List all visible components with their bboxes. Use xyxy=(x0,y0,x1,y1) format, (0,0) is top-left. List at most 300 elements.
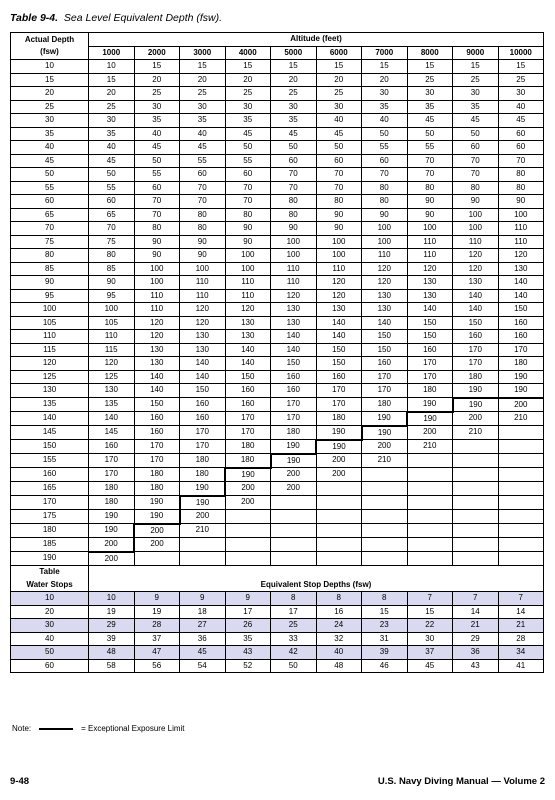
equivalent-depth-cell: 200 xyxy=(453,412,499,426)
actual-depth-cell: 45 xyxy=(11,154,89,168)
page-footer xyxy=(10,776,545,787)
equivalent-stop-cell: 14 xyxy=(453,605,499,619)
equivalent-depth-cell: 20 xyxy=(225,73,271,87)
equivalent-stop-cell: 48 xyxy=(89,646,135,660)
equivalent-depth-cell: 210 xyxy=(180,524,226,538)
equivalent-depth-cell: 20 xyxy=(89,87,135,101)
equivalent-depth-cell: 30 xyxy=(498,87,544,101)
equivalent-depth-cell xyxy=(407,454,453,468)
equivalent-depth-cell: 50 xyxy=(407,127,453,141)
equivalent-depth-cell: 40 xyxy=(180,127,226,141)
equivalent-stop-cell: 39 xyxy=(89,632,135,646)
equivalent-depth-cell: 50 xyxy=(453,127,499,141)
equivalent-depth-cell: 110 xyxy=(134,303,180,317)
equivalent-depth-cell: 70 xyxy=(453,168,499,182)
equivalent-depth-cell: 15 xyxy=(362,60,408,74)
actual-depth-cell: 145 xyxy=(11,426,89,440)
equivalent-depth-cell xyxy=(362,496,408,510)
equivalent-depth-cell: 70 xyxy=(89,222,135,236)
equivalent-depth-cell: 90 xyxy=(134,249,180,263)
equivalent-depth-cell: 120 xyxy=(89,357,135,371)
equivalent-depth-cell: 80 xyxy=(362,195,408,209)
equivalent-depth-cell: 140 xyxy=(498,289,544,303)
equivalent-stop-cell: 15 xyxy=(362,605,408,619)
equivalent-depth-cell: 210 xyxy=(407,440,453,454)
equivalent-depth-cell: 140 xyxy=(316,316,362,330)
equivalent-depth-cell: 70 xyxy=(407,168,453,182)
equivalent-depth-cell: 50 xyxy=(134,154,180,168)
actual-depth-cell: 70 xyxy=(11,222,89,236)
altitude-column-header: 7000 xyxy=(362,46,408,60)
equivalent-depth-cell: 180 xyxy=(134,482,180,496)
equivalent-depth-cell: 160 xyxy=(407,343,453,357)
equivalent-depth-cell: 150 xyxy=(362,343,408,357)
equivalent-depth-cell: 35 xyxy=(134,114,180,128)
equivalent-depth-cell: 130 xyxy=(180,330,226,344)
equivalent-depth-cell: 200 xyxy=(316,454,362,468)
equivalent-depth-cell: 130 xyxy=(225,330,271,344)
equivalent-depth-cell: 45 xyxy=(180,141,226,155)
equivalent-depth-cell: 20 xyxy=(180,73,226,87)
equivalent-stop-cell: 41 xyxy=(498,659,544,673)
equivalent-depth-cell: 90 xyxy=(407,208,453,222)
equivalent-depth-cell: 170 xyxy=(271,412,317,426)
actual-depth-cell: 185 xyxy=(11,538,89,552)
equivalent-depth-cell: 160 xyxy=(498,316,544,330)
equivalent-depth-cell: 140 xyxy=(134,370,180,384)
equivalent-depth-cell xyxy=(271,510,317,524)
equivalent-stop-cell: 46 xyxy=(362,659,408,673)
equivalent-depth-cell: 110 xyxy=(271,276,317,290)
equivalent-depth-cell: 170 xyxy=(407,370,453,384)
equivalent-depth-cell: 120 xyxy=(180,316,226,330)
manual-title: U.S. Navy Diving Manual — Volume 2 xyxy=(377,776,545,787)
equivalent-depth-cell: 190 xyxy=(225,468,271,482)
equivalent-depth-cell: 130 xyxy=(271,316,317,330)
sea-level-equivalent-depth-table xyxy=(10,32,544,673)
equivalent-depth-cell xyxy=(498,426,544,440)
equivalent-depth-cell: 210 xyxy=(362,454,408,468)
equivalent-depth-cell: 190 xyxy=(453,398,499,412)
equivalent-depth-cell: 70 xyxy=(498,154,544,168)
equivalent-stop-cell: 50 xyxy=(271,659,317,673)
equivalent-depth-cell: 100 xyxy=(89,303,135,317)
water-stop-cell: 30 xyxy=(11,619,89,633)
equivalent-depth-cell: 90 xyxy=(225,222,271,236)
equivalent-depth-cell: 60 xyxy=(453,141,499,155)
equivalent-depth-cell: 160 xyxy=(89,440,135,454)
equivalent-depth-cell: 200 xyxy=(498,398,544,412)
equivalent-depth-cell: 50 xyxy=(316,141,362,155)
note-label: Note: xyxy=(12,724,32,733)
equivalent-depth-cell: 50 xyxy=(89,168,135,182)
equivalent-depth-cell: 170 xyxy=(271,398,317,412)
equivalent-depth-cell xyxy=(362,510,408,524)
note-text: = Exceptional Exposure Limit xyxy=(81,724,185,733)
equivalent-stop-cell: 34 xyxy=(498,646,544,660)
equivalent-depth-cell: 70 xyxy=(180,195,226,209)
altitude-column-header: 2000 xyxy=(134,46,180,60)
equivalent-depth-cell: 110 xyxy=(225,276,271,290)
actual-depth-cell: 85 xyxy=(11,262,89,276)
equivalent-depth-cell: 100 xyxy=(453,208,499,222)
equivalent-depth-cell xyxy=(407,468,453,482)
equivalent-stop-cell: 8 xyxy=(316,592,362,606)
equivalent-stop-cell: 21 xyxy=(498,619,544,633)
equivalent-depth-cell: 160 xyxy=(453,330,499,344)
water-stop-cell: 60 xyxy=(11,659,89,673)
equivalent-depth-cell: 25 xyxy=(407,73,453,87)
actual-depth-cell: 90 xyxy=(11,276,89,290)
equivalent-depth-cell: 170 xyxy=(316,398,362,412)
equivalent-depth-cell: 145 xyxy=(89,426,135,440)
equivalent-depth-cell: 40 xyxy=(134,127,180,141)
equivalent-depth-cell: 10 xyxy=(89,60,135,74)
water-stop-cell: 40 xyxy=(11,632,89,646)
equivalent-depth-cell: 200 xyxy=(89,538,135,552)
equivalent-depth-cell xyxy=(498,496,544,510)
equivalent-depth-cell: 80 xyxy=(362,181,408,195)
equivalent-depth-cell: 70 xyxy=(225,195,271,209)
equivalent-depth-cell: 90 xyxy=(316,222,362,236)
equivalent-depth-cell: 70 xyxy=(316,168,362,182)
equivalent-stop-depths-header: Equivalent Stop Depths (fsw) xyxy=(89,566,544,592)
equivalent-depth-cell: 120 xyxy=(362,262,408,276)
equivalent-depth-cell xyxy=(498,440,544,454)
equivalent-stop-cell: 40 xyxy=(316,646,362,660)
equivalent-stop-cell: 16 xyxy=(316,605,362,619)
equivalent-depth-cell xyxy=(498,524,544,538)
equivalent-depth-cell: 180 xyxy=(89,482,135,496)
equivalent-depth-cell xyxy=(362,524,408,538)
equivalent-depth-cell: 170 xyxy=(180,440,226,454)
equivalent-depth-cell xyxy=(498,482,544,496)
actual-depth-cell: 35 xyxy=(11,127,89,141)
equivalent-depth-cell: 140 xyxy=(498,276,544,290)
equivalent-depth-cell: 80 xyxy=(498,181,544,195)
water-stop-cell: 50 xyxy=(11,646,89,660)
equivalent-stop-cell: 45 xyxy=(407,659,453,673)
equivalent-depth-cell: 140 xyxy=(134,384,180,398)
equivalent-depth-cell: 60 xyxy=(225,168,271,182)
equivalent-depth-cell: 55 xyxy=(225,154,271,168)
equivalent-depth-cell xyxy=(316,510,362,524)
equivalent-depth-cell: 150 xyxy=(498,303,544,317)
equivalent-depth-cell: 180 xyxy=(498,357,544,371)
actual-depth-header-label: Actual Depth xyxy=(24,34,75,44)
equivalent-depth-cell xyxy=(271,538,317,552)
equivalent-depth-cell xyxy=(407,552,453,566)
equivalent-depth-cell: 45 xyxy=(316,127,362,141)
equivalent-depth-cell: 200 xyxy=(407,426,453,440)
caption-title: Sea Level Equivalent Depth (fsw). xyxy=(63,12,223,24)
equivalent-depth-cell: 190 xyxy=(316,440,362,454)
equivalent-stop-cell: 45 xyxy=(180,646,226,660)
equivalent-stop-cell: 29 xyxy=(453,632,499,646)
water-stop-cell: 20 xyxy=(11,605,89,619)
equivalent-depth-cell: 80 xyxy=(225,208,271,222)
actual-depth-cell: 110 xyxy=(11,330,89,344)
equivalent-depth-cell: 20 xyxy=(362,73,408,87)
equivalent-depth-cell: 190 xyxy=(89,510,135,524)
equivalent-depth-cell: 60 xyxy=(89,195,135,209)
altitude-column-header: 1000 xyxy=(89,46,135,60)
actual-depth-header-unit: (fsw) xyxy=(40,47,59,56)
equivalent-depth-cell: 50 xyxy=(225,141,271,155)
equivalent-depth-cell: 70 xyxy=(453,154,499,168)
water-stops-header-line1: Table xyxy=(39,567,60,576)
equivalent-depth-cell: 30 xyxy=(316,100,362,114)
equivalent-depth-cell: 120 xyxy=(225,303,271,317)
equivalent-depth-cell xyxy=(453,482,499,496)
equivalent-depth-cell: 130 xyxy=(453,276,499,290)
equivalent-depth-cell: 150 xyxy=(362,330,408,344)
equivalent-stop-cell: 28 xyxy=(498,632,544,646)
equivalent-depth-cell: 180 xyxy=(316,412,362,426)
equivalent-depth-cell xyxy=(407,510,453,524)
equivalent-depth-cell xyxy=(316,524,362,538)
equivalent-depth-cell: 130 xyxy=(362,303,408,317)
equivalent-depth-cell xyxy=(271,552,317,566)
caption-label: Table 9-4. xyxy=(10,12,59,24)
equivalent-stop-cell: 31 xyxy=(362,632,408,646)
equivalent-depth-cell: 80 xyxy=(271,208,317,222)
equivalent-depth-cell: 190 xyxy=(180,482,226,496)
equivalent-depth-cell: 70 xyxy=(134,208,180,222)
equivalent-stop-cell: 19 xyxy=(89,605,135,619)
equivalent-depth-cell: 135 xyxy=(89,398,135,412)
equivalent-depth-cell: 150 xyxy=(453,316,499,330)
equivalent-depth-cell: 190 xyxy=(134,510,180,524)
equivalent-depth-cell: 100 xyxy=(316,249,362,263)
equivalent-depth-cell: 45 xyxy=(407,114,453,128)
actual-depth-cell: 115 xyxy=(11,343,89,357)
equivalent-depth-cell xyxy=(225,552,271,566)
equivalent-depth-cell: 45 xyxy=(225,127,271,141)
equivalent-depth-cell: 130 xyxy=(407,276,453,290)
equivalent-stop-cell: 8 xyxy=(362,592,408,606)
altitude-column-header: 8000 xyxy=(407,46,453,60)
equivalent-depth-cell: 180 xyxy=(134,468,180,482)
equivalent-depth-cell: 45 xyxy=(453,114,499,128)
actual-depth-cell: 165 xyxy=(11,482,89,496)
equivalent-depth-cell: 200 xyxy=(271,468,317,482)
equivalent-depth-cell: 30 xyxy=(180,100,226,114)
equivalent-depth-cell: 160 xyxy=(225,384,271,398)
equivalent-depth-cell: 55 xyxy=(362,141,408,155)
equivalent-depth-cell xyxy=(134,552,180,566)
equivalent-depth-cell xyxy=(453,538,499,552)
actual-depth-header xyxy=(11,33,89,60)
equivalent-depth-cell: 190 xyxy=(362,412,408,426)
equivalent-depth-cell: 200 xyxy=(180,510,226,524)
actual-depth-cell: 120 xyxy=(11,357,89,371)
equivalent-depth-cell: 60 xyxy=(498,127,544,141)
equivalent-depth-cell: 170 xyxy=(407,357,453,371)
equivalent-depth-cell: 90 xyxy=(225,235,271,249)
equivalent-depth-cell: 100 xyxy=(316,235,362,249)
equivalent-depth-cell: 70 xyxy=(271,168,317,182)
equivalent-depth-cell: 90 xyxy=(316,208,362,222)
equivalent-depth-cell: 50 xyxy=(271,141,317,155)
equivalent-depth-cell: 15 xyxy=(89,73,135,87)
equivalent-depth-cell: 170 xyxy=(498,343,544,357)
equivalent-depth-cell: 180 xyxy=(180,468,226,482)
equivalent-depth-cell: 40 xyxy=(89,141,135,155)
equivalent-depth-cell: 140 xyxy=(225,343,271,357)
equivalent-stop-cell: 36 xyxy=(453,646,499,660)
equivalent-stop-cell: 17 xyxy=(225,605,271,619)
actual-depth-cell: 140 xyxy=(11,412,89,426)
actual-depth-cell: 160 xyxy=(11,468,89,482)
equivalent-stop-cell: 39 xyxy=(362,646,408,660)
equivalent-depth-cell xyxy=(180,552,226,566)
equivalent-depth-cell: 35 xyxy=(225,114,271,128)
equivalent-depth-cell: 200 xyxy=(134,538,180,552)
equivalent-depth-cell: 100 xyxy=(271,235,317,249)
equivalent-depth-cell xyxy=(498,454,544,468)
equivalent-depth-cell: 160 xyxy=(316,370,362,384)
equivalent-depth-cell: 30 xyxy=(89,114,135,128)
equivalent-depth-cell: 190 xyxy=(498,370,544,384)
equivalent-depth-cell: 80 xyxy=(180,208,226,222)
equivalent-depth-cell xyxy=(498,510,544,524)
equivalent-depth-cell: 25 xyxy=(134,87,180,101)
equivalent-depth-cell: 30 xyxy=(225,100,271,114)
equivalent-depth-cell: 110 xyxy=(498,235,544,249)
equivalent-depth-cell: 140 xyxy=(407,303,453,317)
equivalent-depth-cell: 200 xyxy=(225,496,271,510)
equivalent-depth-cell: 130 xyxy=(134,343,180,357)
water-stops-header-line2: Water Stops xyxy=(26,579,73,589)
equivalent-depth-cell: 15 xyxy=(407,60,453,74)
equivalent-depth-cell: 25 xyxy=(225,87,271,101)
equivalent-depth-cell: 100 xyxy=(180,262,226,276)
equivalent-stop-cell: 21 xyxy=(453,619,499,633)
equivalent-depth-cell xyxy=(225,524,271,538)
equivalent-depth-cell: 55 xyxy=(407,141,453,155)
equivalent-depth-cell xyxy=(453,496,499,510)
equivalent-depth-cell: 35 xyxy=(271,114,317,128)
equivalent-depth-cell: 130 xyxy=(271,303,317,317)
equivalent-depth-cell: 40 xyxy=(316,114,362,128)
equivalent-depth-cell: 110 xyxy=(89,330,135,344)
equivalent-depth-cell: 90 xyxy=(271,222,317,236)
actual-depth-cell: 30 xyxy=(11,114,89,128)
actual-depth-cell: 25 xyxy=(11,100,89,114)
equivalent-depth-cell: 140 xyxy=(180,357,226,371)
actual-depth-cell: 150 xyxy=(11,440,89,454)
actual-depth-cell: 190 xyxy=(11,552,89,566)
equivalent-depth-cell: 140 xyxy=(271,330,317,344)
equivalent-depth-cell: 180 xyxy=(407,384,453,398)
equivalent-stop-cell: 56 xyxy=(134,659,180,673)
equivalent-stop-cell: 58 xyxy=(89,659,135,673)
equivalent-depth-cell: 190 xyxy=(453,384,499,398)
equivalent-depth-cell: 20 xyxy=(134,73,180,87)
equivalent-depth-cell: 180 xyxy=(225,454,271,468)
equivalent-depth-cell: 120 xyxy=(407,262,453,276)
equivalent-depth-cell: 150 xyxy=(180,384,226,398)
equivalent-depth-cell: 140 xyxy=(453,303,499,317)
equivalent-depth-cell: 200 xyxy=(362,440,408,454)
equivalent-stop-cell: 28 xyxy=(134,619,180,633)
equivalent-depth-cell: 120 xyxy=(498,249,544,263)
equivalent-depth-cell: 110 xyxy=(271,262,317,276)
equivalent-depth-cell: 60 xyxy=(362,154,408,168)
actual-depth-cell: 155 xyxy=(11,454,89,468)
equivalent-depth-cell xyxy=(362,482,408,496)
equivalent-depth-cell: 110 xyxy=(453,235,499,249)
equivalent-stop-cell: 7 xyxy=(453,592,499,606)
equivalent-depth-cell: 170 xyxy=(180,426,226,440)
equivalent-depth-cell: 200 xyxy=(225,482,271,496)
equivalent-depth-cell: 120 xyxy=(134,316,180,330)
equivalent-stop-cell: 15 xyxy=(407,605,453,619)
equivalent-depth-cell: 110 xyxy=(180,276,226,290)
equivalent-depth-cell: 130 xyxy=(362,289,408,303)
equivalent-stop-cell: 14 xyxy=(498,605,544,619)
equivalent-depth-cell: 45 xyxy=(89,154,135,168)
actual-depth-cell: 105 xyxy=(11,316,89,330)
equivalent-stop-cell: 24 xyxy=(316,619,362,633)
altitude-column-header: 5000 xyxy=(271,46,317,60)
equivalent-stop-cell: 37 xyxy=(134,632,180,646)
equivalent-depth-cell: 70 xyxy=(316,181,362,195)
equivalent-stop-cell: 29 xyxy=(89,619,135,633)
equivalent-depth-cell: 80 xyxy=(498,168,544,182)
equivalent-depth-cell xyxy=(225,538,271,552)
equivalent-depth-cell: 100 xyxy=(271,249,317,263)
equivalent-depth-cell xyxy=(453,524,499,538)
actual-depth-cell: 100 xyxy=(11,303,89,317)
equivalent-depth-cell: 90 xyxy=(89,276,135,290)
equivalent-depth-cell: 140 xyxy=(180,370,226,384)
equivalent-stop-cell: 32 xyxy=(316,632,362,646)
equivalent-stop-cell: 33 xyxy=(271,632,317,646)
equivalent-depth-cell: 120 xyxy=(362,276,408,290)
exceptional-exposure-line-sample xyxy=(39,728,73,730)
equivalent-depth-cell: 95 xyxy=(89,289,135,303)
equivalent-depth-cell: 15 xyxy=(134,60,180,74)
equivalent-depth-cell: 180 xyxy=(89,496,135,510)
actual-depth-cell: 135 xyxy=(11,398,89,412)
equivalent-depth-cell: 160 xyxy=(271,384,317,398)
equivalent-depth-cell: 190 xyxy=(362,426,408,440)
equivalent-depth-cell: 100 xyxy=(225,262,271,276)
actual-depth-cell: 65 xyxy=(11,208,89,222)
equivalent-depth-cell: 130 xyxy=(225,316,271,330)
actual-depth-cell: 15 xyxy=(11,73,89,87)
equivalent-depth-cell: 35 xyxy=(180,114,226,128)
equivalent-depth-cell: 170 xyxy=(453,343,499,357)
equivalent-depth-cell: 180 xyxy=(180,454,226,468)
equivalent-depth-cell: 170 xyxy=(453,357,499,371)
equivalent-depth-cell: 30 xyxy=(362,87,408,101)
equivalent-depth-cell: 40 xyxy=(362,114,408,128)
equivalent-depth-cell: 80 xyxy=(271,195,317,209)
equivalent-stop-cell: 19 xyxy=(134,605,180,619)
equivalent-depth-cell: 110 xyxy=(134,289,180,303)
equivalent-depth-cell: 125 xyxy=(89,370,135,384)
equivalent-depth-cell: 100 xyxy=(407,222,453,236)
equivalent-stop-cell: 22 xyxy=(407,619,453,633)
equivalent-depth-cell xyxy=(362,552,408,566)
equivalent-depth-cell: 80 xyxy=(407,181,453,195)
equivalent-depth-cell: 80 xyxy=(453,181,499,195)
equivalent-depth-cell: 15 xyxy=(453,60,499,74)
equivalent-depth-cell: 100 xyxy=(134,262,180,276)
